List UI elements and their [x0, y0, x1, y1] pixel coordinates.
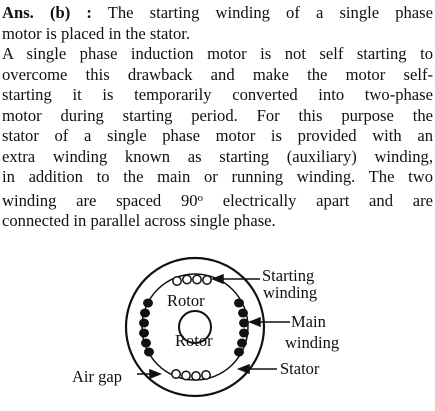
explanation-text: winding are spaced 90: [2, 190, 198, 210]
main-winding-label-2: winding: [285, 333, 340, 352]
explanation-line: A single phase induction motor is not self starting to: [2, 44, 433, 63]
stator-arrowhead: [239, 365, 249, 373]
main-winding-label-1: Main: [291, 312, 326, 331]
motor-diagram: [0, 255, 435, 406]
explanation-text: electrically apart and are: [222, 190, 433, 210]
rotor-label-center: Rotor: [175, 331, 213, 350]
answer-line-1: [2, 3, 433, 24]
main-winding-arrowhead: [250, 318, 260, 326]
explanation-line: stator of a single phase motor is provided with an: [2, 126, 433, 145]
explanation-line: in addition to the main or running winding. The two: [2, 167, 433, 186]
stator-inner-circle: [142, 274, 248, 380]
motor-diagram-svg: [0, 255, 435, 406]
answer-paragraph: [2, 3, 433, 44]
stator-label: Stator: [280, 359, 320, 378]
answer-label: Ans. (b) :: [2, 3, 92, 22]
explanation-line-degree: [2, 188, 433, 212]
explanation-line: starting it is temporarily converted into two-phase: [2, 85, 433, 104]
explanation-line: overcome this drawback and make the motor self-: [2, 64, 433, 84]
explanation-line: motor during starting period. For this purpose the: [2, 105, 433, 125]
rotor-label-inside: Rotor: [167, 291, 205, 310]
explanation-line: extra winding known as starting (auxiliary) winding,: [2, 146, 433, 166]
answer-line-2: motor is placed in the stator.: [2, 23, 191, 43]
answer-text-1: The starting winding of a single phase: [107, 3, 433, 22]
starting-winding-label-1: Starting: [262, 266, 315, 285]
airgap-arrowhead: [150, 370, 160, 378]
explanation-line: connected in parallel across single phase.: [2, 211, 276, 230]
explanation-paragraph: [2, 44, 433, 232]
airgap-label: Air gap: [72, 367, 122, 386]
degree-symbol: o: [197, 191, 204, 204]
starting-winding-arrowhead: [213, 275, 223, 283]
starting-winding-label-2: winding: [263, 283, 318, 302]
